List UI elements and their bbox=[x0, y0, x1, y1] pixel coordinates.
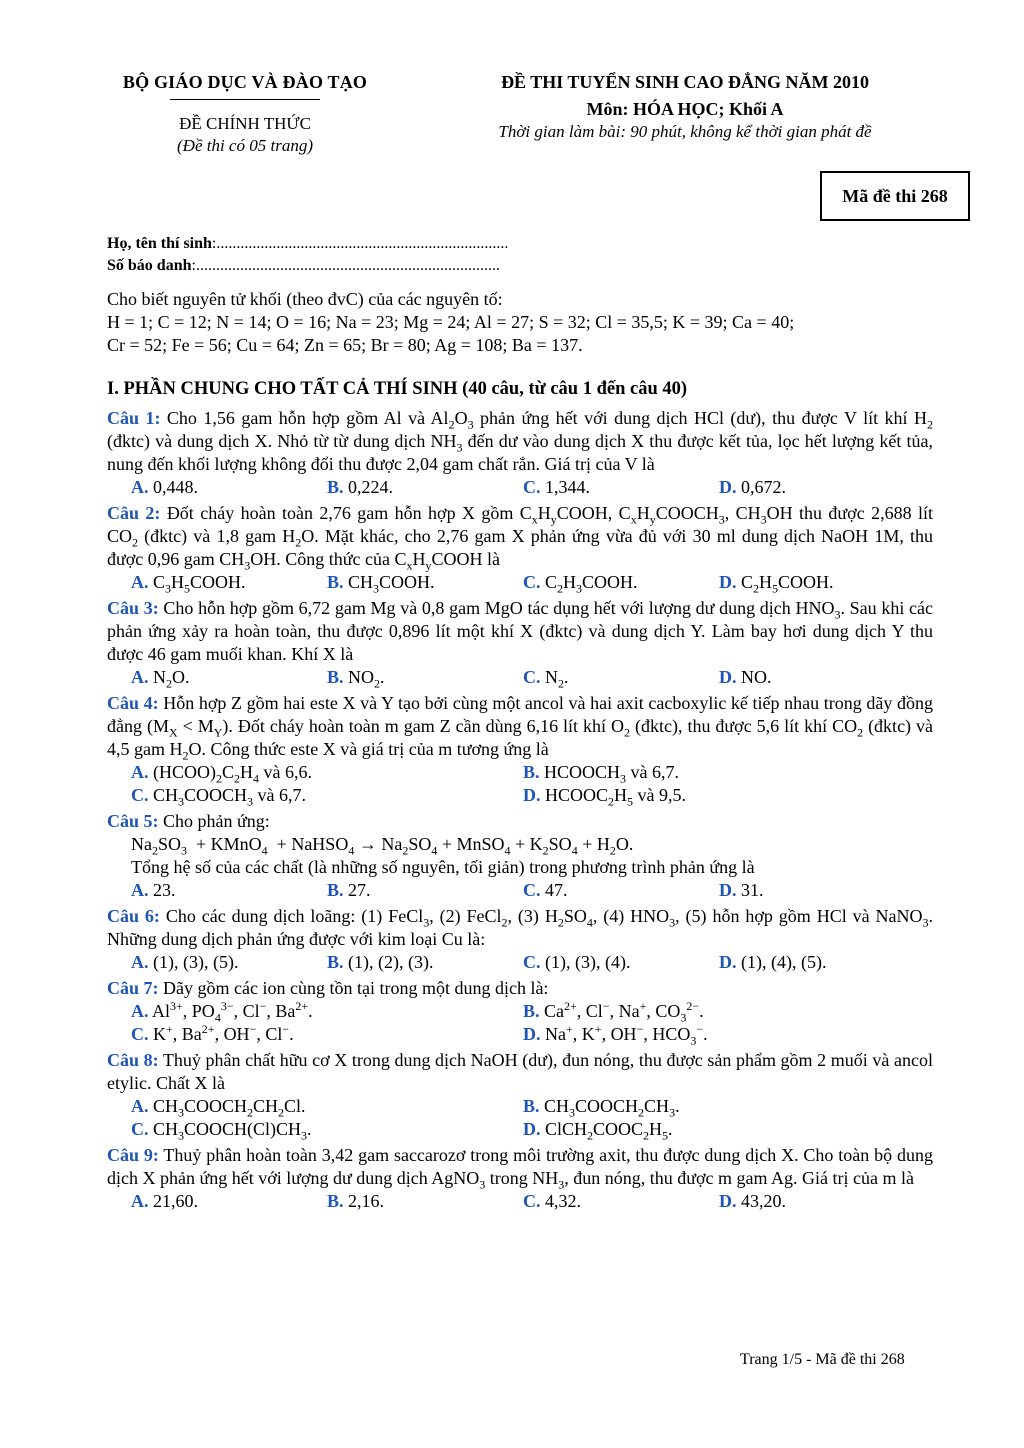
masses-line-2: Cr = 52; Fe = 56; Cu = 64; Zn = 65; Br = 80; Ag = 108; Ba = 137. bbox=[107, 335, 583, 355]
option-c[interactable]: C. 1,344. bbox=[523, 477, 590, 497]
question-text: Cho phản ứng: bbox=[163, 811, 270, 831]
question-label: Câu 9: bbox=[107, 1145, 159, 1165]
option-d[interactable]: D. Na+, K+, OH−, $HCO_3^-$. bbox=[523, 1022, 708, 1048]
option-a[interactable]: A. $N_2O$. bbox=[131, 667, 190, 691]
option-c[interactable]: C. 4,32. bbox=[523, 1191, 581, 1211]
official-label: ĐỀ CHÍNH THỨC bbox=[179, 114, 311, 133]
option-d[interactable]: D. $ClCH_2COOC_2H_5$. bbox=[523, 1119, 673, 1143]
question-6 bbox=[107, 905, 933, 951]
reaction-equation: $Na_2SO_3$ + KMnO$_4$ + NaHSO$_4$ → $Na_2SO_4$ + MnSO$_4$ + $K_2SO_4 + H_2O$. bbox=[131, 834, 634, 858]
question-5 bbox=[107, 810, 933, 833]
option-c[interactable]: C. (1), (3), (4). bbox=[523, 952, 631, 972]
question-label: Câu 4: bbox=[107, 693, 159, 713]
option-b[interactable]: B. 27. bbox=[327, 880, 371, 900]
question-label: Câu 7: bbox=[107, 978, 159, 998]
option-d[interactable]: D. NO. bbox=[719, 667, 772, 687]
question-label: Câu 2: bbox=[107, 503, 161, 523]
candidate-id-line bbox=[107, 255, 508, 277]
option-c[interactable]: C. $CH_3COOCH(Cl)CH_3$. bbox=[131, 1119, 312, 1143]
option-d[interactable]: D. 31. bbox=[719, 880, 764, 900]
candidate-name-line bbox=[107, 233, 508, 255]
option-b[interactable]: B. $HCOOCH_3$ và 6,7. bbox=[523, 762, 680, 786]
question-3 bbox=[107, 597, 933, 666]
option-c[interactable]: C. 47. bbox=[523, 880, 568, 900]
ministry-name: BỘ GIÁO DỤC VÀ ĐÀO TẠO bbox=[122, 72, 368, 92]
exam-code-box: Mã đề thi 268 bbox=[820, 171, 970, 221]
exam-subject: Môn: HÓA HỌC; Khối A bbox=[586, 99, 784, 119]
candidate-id-dots: :............................................................................ bbox=[191, 257, 500, 274]
exam-time: Thời gian làm bài: 90 phút, không kể thời gian phát đề bbox=[498, 122, 872, 141]
answer-options bbox=[107, 761, 933, 807]
option-c[interactable]: C. $C_2H_3COOH$. bbox=[523, 572, 638, 596]
option-b[interactable]: B. $NO_2$. bbox=[327, 667, 385, 691]
question-label: Câu 6: bbox=[107, 906, 160, 926]
question-text: Cho các dung dịch loãng: (1) FeCl$_3$, (2) FeCl$_2$, (3) $H_2SO_4$, (4) $HNO_3$, (5) hỗn hợp gồm HCl và NaNO$_3$. Những dung dịch phản ứng được với kim loại Cu là: bbox=[107, 906, 933, 949]
option-a[interactable]: A. $(HCOO)_2C_2H_4$ và 6,6. bbox=[131, 762, 313, 786]
answer-options bbox=[107, 951, 933, 974]
option-d[interactable]: D. 43,20. bbox=[719, 1191, 786, 1211]
option-a[interactable]: A. 23. bbox=[131, 880, 176, 900]
option-d[interactable]: D. $C_2H_5COOH$. bbox=[719, 572, 834, 596]
question-8 bbox=[107, 1049, 933, 1095]
page-count: (Đề thi có 05 trang) bbox=[177, 136, 313, 155]
question-note: Tổng hệ số của các chất (là những số nguyên, tối giản) trong phương trình phản ứng là bbox=[131, 857, 755, 877]
masses-line-1: H = 1; C = 12; N = 14; O = 16; Na = 23; Mg = 24; Al = 27; S = 32; Cl = 35,5; K = 39; Ca = 40; bbox=[107, 312, 795, 332]
question-text: Thuỷ phân hoàn toàn 3,42 gam saccarozơ trong môi trường axit, thu được dung dịch X. Cho toàn bộ dung dịch X phản ứng hết với lượng dư dung dịch AgNO$_3$ trong $NH_3$, đun nóng, thu được m gam Ag. Giá trị của m là bbox=[107, 1145, 933, 1192]
option-a[interactable]: A. 21,60. bbox=[131, 1191, 198, 1211]
question-label: Câu 1: bbox=[107, 408, 161, 428]
option-c[interactable]: C. $N_2$. bbox=[523, 667, 569, 691]
question-text: Dãy gồm các ion cùng tồn tại trong một dung dịch là: bbox=[163, 978, 549, 998]
option-c[interactable]: C. K+, $Ba^{2+}$, OH−, Cl−. bbox=[131, 1022, 294, 1044]
option-d[interactable]: D. $HCOOC_2H_5$ và 9,5. bbox=[523, 785, 687, 809]
candidate-name-label: Họ, tên thí sinh bbox=[107, 235, 212, 252]
option-b[interactable]: B. $CH_3COOCH_2CH_3$. bbox=[523, 1096, 680, 1120]
answer-options bbox=[107, 571, 933, 594]
option-b[interactable]: B. $Ca^{2+}$, Cl−, Na+, $CO_3^{2-}$. bbox=[523, 999, 704, 1025]
option-b[interactable]: B. $CH_3COOH$. bbox=[327, 572, 435, 596]
option-a[interactable]: A. (1), (3), (5). bbox=[131, 952, 239, 972]
question-1 bbox=[107, 407, 933, 476]
section-title: I. PHẦN CHUNG CHO TẤT CẢ THÍ SINH (40 câu, từ câu 1 đến câu 40) bbox=[107, 379, 688, 399]
exam-title: ĐỀ THI TUYỂN SINH CAO ĐẲNG NĂM 2010 bbox=[501, 72, 869, 92]
option-b[interactable]: B. 2,16. bbox=[327, 1191, 385, 1211]
option-a[interactable]: A. $C_3H_5COOH$. bbox=[131, 572, 246, 596]
option-b[interactable]: B. (1), (2), (3). bbox=[327, 952, 434, 972]
option-a[interactable]: A. 0,448. bbox=[131, 477, 198, 497]
question-label: Câu 3: bbox=[107, 598, 159, 618]
answer-options bbox=[107, 1000, 933, 1046]
question-9 bbox=[107, 1144, 933, 1190]
question-text: Cho hỗn hợp gồm 6,72 gam Mg và 0,8 gam MgO tác dụng hết với lượng dư dung dịch $HNO_3$. Sau khi các phản ứng xảy ra hoàn toàn, thu được 0,896 lít một khí X (đktc) và dung dịch Y. Làm bay hơi dung dịch Y thu được 46 gam muối khan. Khí X là bbox=[107, 598, 933, 664]
answer-options bbox=[107, 476, 933, 499]
option-d[interactable]: D. 0,672. bbox=[719, 477, 786, 497]
option-d[interactable]: D. (1), (4), (5). bbox=[719, 952, 827, 972]
question-text: Thuỷ phân chất hữu cơ X trong dung dịch NaOH (dư), đun nóng, thu được sản phẩm gồm 2 muối và ancol etylic. Chất X là bbox=[107, 1050, 933, 1093]
question-4 bbox=[107, 692, 933, 761]
question-text: Cho 1,56 gam hỗn hợp gồm Al và $Al_2O_3$ phản ứng hết với dung dịch HCl (dư), thu được V lít khí $H_2$ (đktc) và dung dịch X. Nhỏ từ từ dung dịch $NH_3$ đến dư vào dung dịch X thu được kết tủa, lọc hết lượng kết tủa, nung đến khối lượng không đổi thu được 2,04 gam chất rắn. Giá trị của V là bbox=[107, 408, 933, 474]
question-2 bbox=[107, 502, 933, 571]
option-a[interactable]: A. $CH_3COOCH_2CH_2Cl$. bbox=[131, 1096, 306, 1120]
question-label: Câu 5: bbox=[107, 811, 159, 831]
questions-area bbox=[107, 378, 933, 1213]
question-text: Hỗn hợp Z gồm hai este X và Y tạo bởi cùng một ancol và hai axit cacboxylic kế tiếp nhau trong dãy đồng đẳng $(M_X < M_Y)$. Đốt cháy hoàn toàn m gam Z cần dùng 6,16 lít khí $O_2$ (đktc), thu được 5,6 lít khí $CO_2$ (đktc) và 4,5 gam $H_2O$. Công thức este X và giá trị của m tương ứng là bbox=[107, 693, 934, 763]
answer-options bbox=[107, 666, 933, 689]
candidate-name-dots: :......................................................................... bbox=[211, 235, 509, 252]
question-7 bbox=[107, 977, 933, 1000]
answer-options bbox=[107, 879, 933, 902]
header-divider bbox=[170, 99, 320, 100]
option-a[interactable]: A. $Al^{3+}$, $PO_4^{3-}$, Cl−, $Ba^{2+}$. bbox=[131, 999, 313, 1025]
page-footer: Trang 1/5 - Mã đề thi 268 bbox=[740, 1351, 905, 1368]
question-text: Đốt cháy hoàn toàn 2,76 gam hỗn hợp X gồm $C_xH_yCOOH$, $C_xH_yCOOCH_3$, $CH_3OH$ thu được 2,688 lít $CO_2$ (đktc) và 1,8 gam $H_2O$. Mặt khác, cho 2,76 gam X phản ứng vừa đủ với 30 ml dung dịch NaOH 1M, thu được 0,96 gam $CH_3OH$. Công thức của $C_xH_yCOOH$ là bbox=[107, 503, 933, 573]
candidate-id-label: Số báo danh bbox=[107, 257, 192, 274]
atomic-masses bbox=[107, 288, 937, 357]
candidate-info bbox=[107, 233, 508, 277]
masses-intro: Cho biết nguyên tử khối (theo đvC) của các nguyên tố: bbox=[107, 289, 503, 309]
header-left bbox=[95, 72, 395, 156]
header-right bbox=[440, 72, 930, 142]
question-label: Câu 8: bbox=[107, 1050, 159, 1070]
option-c[interactable]: C. $CH_3COOCH_3$ và 6,7. bbox=[131, 785, 307, 809]
option-b[interactable]: B. 0,224. bbox=[327, 477, 394, 497]
answer-options bbox=[107, 1095, 933, 1141]
answer-options bbox=[107, 1190, 933, 1213]
